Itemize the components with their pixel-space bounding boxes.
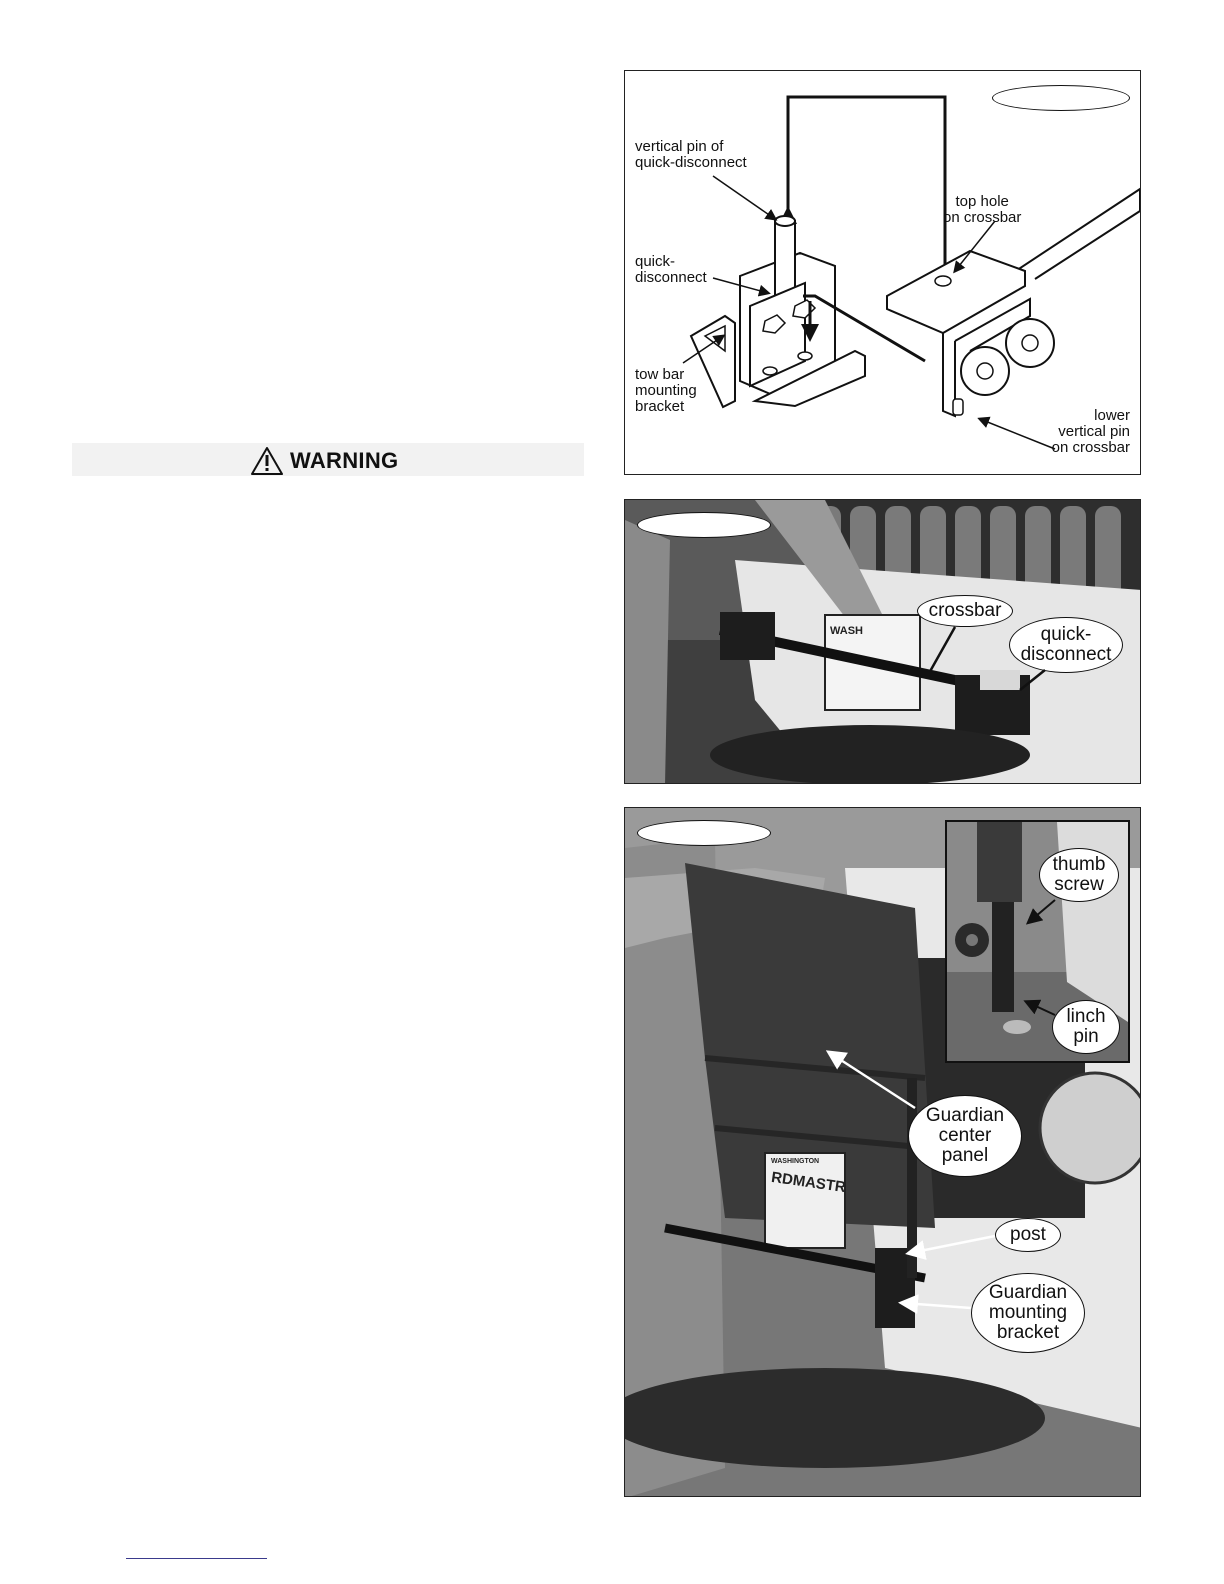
callout-guardian-center-panel: Guardian center panel [908, 1095, 1022, 1177]
inset-leaders [947, 822, 1128, 1061]
warning-label: WARNING [290, 448, 399, 473]
callout-crossbar: crossbar [917, 595, 1013, 627]
figure-number-tag [992, 85, 1130, 111]
callout-linch-pin: linch pin [1052, 1000, 1120, 1054]
callout-post: post [995, 1218, 1061, 1252]
label-quick-disconnect: quick- disconnect [635, 253, 707, 286]
guardian-panel-photo [624, 807, 1141, 1497]
footer-link-rule [126, 1558, 267, 1559]
figure-number-tag [637, 820, 771, 846]
warning-triangle-icon [250, 446, 284, 476]
label-vertical-pin: vertical pin of quick-disconnect [635, 138, 747, 171]
detail-inset [945, 820, 1130, 1063]
callout-thumb-screw: thumb screw [1039, 848, 1119, 902]
callout-quick-disconnect: quick- disconnect [1009, 617, 1123, 673]
label-top-hole: top hole on crossbar [943, 193, 1022, 226]
plate-text: WASH [830, 625, 863, 637]
plate-text: RDMASTR [770, 1168, 847, 1197]
crossbar-photo [624, 499, 1141, 784]
crossbar-photo-leaders [625, 500, 1141, 784]
quick-disconnect-diagram [624, 70, 1141, 475]
callout-guardian-mounting-bracket: Guardian mounting bracket [971, 1273, 1085, 1353]
warning-heading [250, 446, 398, 476]
label-tow-bar-mounting-bracket: tow bar mounting bracket [635, 366, 697, 415]
plate-state: WASHINGTON [771, 1158, 820, 1165]
label-lower-vertical-pin: lower vertical pin on crossbar [1051, 407, 1130, 456]
